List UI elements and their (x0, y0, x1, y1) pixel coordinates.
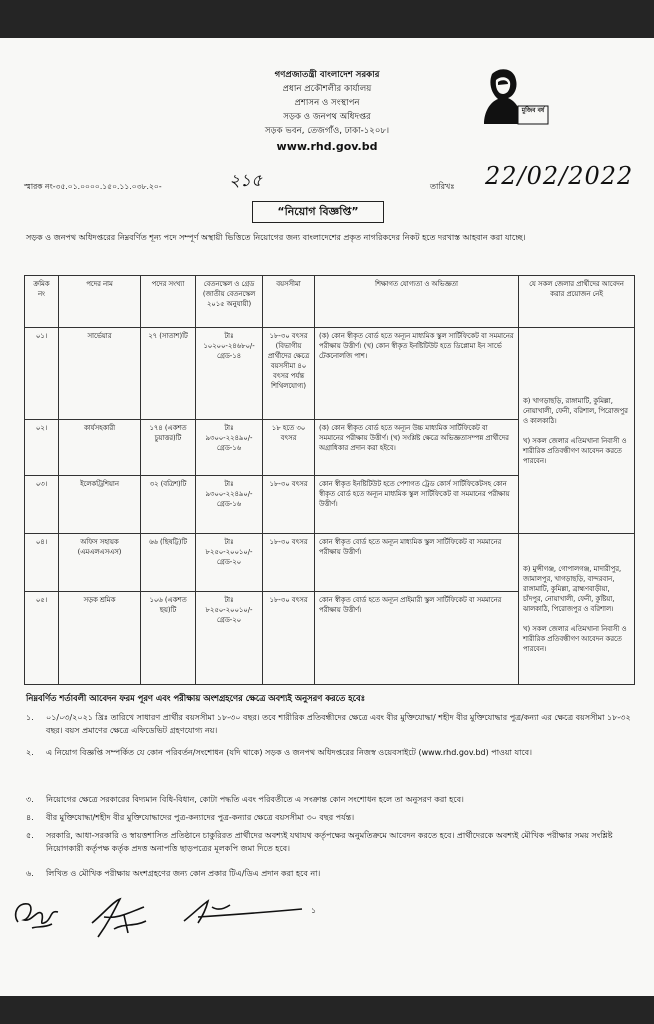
condition-item (26, 746, 636, 759)
row-count: ৩২ (বত্রিশ)টি (141, 476, 196, 534)
memo-handwritten-number: ২১৫ (229, 171, 263, 191)
row-serial: ০৪। (25, 534, 59, 592)
row-scale: টাঃ ৯৩০০-২২৪৯০/- গ্রেড-১৬ (196, 420, 263, 476)
header-department: প্রশাসন ও সংস্থাপন (294, 98, 360, 108)
row-age: ১৮-৩০ বৎসর (263, 592, 315, 685)
condition-number: ৬. (26, 869, 34, 878)
row-qualification: (ক) কোন স্বীকৃত বোর্ড হতে অন্যূন মাধ্যমিক স্কুল সার্টিফিকেট বা সমমানের পরীক্ষায় উত্তীর্ণ। (খ) কোন স্বীকৃত ইনষ্টিটিউট হতে ডিপ্লোমা ইন সার্ভে টেকনোলজি পাশ। (315, 328, 519, 420)
row-post: সার্ভেয়ার (59, 328, 141, 420)
row-qualification: কোন স্বীকৃত ইনষ্টিটিউট হতে পেশাগত ট্রেড কোর্স সার্টিফিকেটসহ কোন স্বীকৃত বোর্ড হতে অন্যূন মাধ্যমিক স্কুল সার্টিফিকেট বা সমমানের পরীক্ষায় উত্তীর্ণ। (315, 476, 519, 534)
condition-number: ৫. (26, 831, 34, 840)
row-age: ১৮-৩০ বৎসর (263, 534, 315, 592)
condition-text: লিখিত ও মৌখিক পরীক্ষায় অংশগ্রহণের জন্য কোন প্রকার টিএ/ডিএ প্রদান করা হবে না। (46, 869, 321, 878)
memo-number: স্মারক নং-৩৫.০১.০০০০.১৫০.১১.০৩৮.২০- (24, 182, 162, 191)
header-directorate: সড়ক ও জনপথ অধিদপ্তর (283, 112, 371, 122)
condition-number: ১. (26, 713, 34, 722)
header-address: সড়ক ভবন, তেজগাঁও, ঢাকা-১২০৮। (264, 126, 390, 136)
vacancy-table (24, 275, 635, 685)
row-count: ১৭৪ (একশত চুয়াত্তর)টি (141, 420, 196, 476)
condition-text: এ নিয়োগ বিজ্ঞপ্তি সম্পর্কিত যে কোন পরিবর্তন/সংশোধন (যদি থাকে) সড়ক ও জনপথ অধিদপ্তরের নিজস্ব ওয়েবসাইটে (www.rhd.gov.bd) পাওয়া যাবে। (46, 748, 532, 757)
row-post: ইলেকট্রিশিয়ান (59, 476, 141, 534)
row-qualification: কোন স্বীকৃত বোর্ড হতে অন্যূন প্রাইমারী স্কুল সার্টিফিকেট বা সমমানের পরীক্ষায় উত্তীর্ণ। (315, 592, 519, 685)
condition-item (26, 711, 636, 737)
logo-caption: মুজিব বর্ষ (521, 107, 545, 114)
condition-text: ০১/০৩/২০২১ খ্রিঃ তারিখে সাধারণ প্রার্থীর বয়সসীমা ১৮-৩০ বছর। তবে শারীরিক প্রতিবন্ধীদের ক্ষেত্রে এবং বীর মুক্তিযোদ্ধা/ শহীদ বীর মুক্তিযোদ্ধার পুত্র/কন্যা এর ক্ষেত্রে বয়সসীমা ১৮-৩২ বছর। বয়স প্রমাণের ক্ষেত্রে এফিডেভিট গ্রহণযোগ্য নয়। (46, 713, 631, 735)
header-website: www.rhd.gov.bd (276, 140, 378, 153)
district-group-1-ka: ক) খাগড়াছড়ি, রাঙ্গামাটি, কুমিল্লা, নোয়াখালী, ফেনী, বরিশাল, পিরোজপুর ও কালকাঠি। (523, 396, 628, 425)
th-age: বয়সসীমা (263, 276, 315, 328)
row-age: ১৮-৩০ বৎসর (263, 476, 315, 534)
row-scale: টাঃ ৮২৫০-২০০১০/- গ্রেড-২০ (196, 592, 263, 685)
mujib-borsho-logo (478, 66, 550, 126)
district-exemption-group-2 (519, 534, 635, 685)
notice-title: “নিয়োগ বিজ্ঞপ্তি” (252, 201, 384, 223)
row-post: সড়ক শ্রমিক (59, 592, 141, 685)
th-qualification: শিক্ষাগত যোগ্যতা ও অভিজ্ঞতা (315, 276, 519, 328)
condition-number: ৪. (26, 813, 34, 822)
signature-3 (178, 895, 308, 931)
th-scale: বেতনস্কেল ও গ্রেড (জাতীয় বেতনস্কেল ২০১৫ অনুযায়ী) (196, 276, 263, 328)
th-serial: ক্রমিক নং (25, 276, 59, 328)
row-scale: টাঃ ৮২৫০-২০০১০/- গ্রেড-২০ (196, 534, 263, 592)
condition-text: নিয়োগের ক্ষেত্রে সরকারের বিদ্যমান বিধি-বিধান, কোটা পদ্ধতি এবং পরিবর্তীতে এ সংক্রান্ত কোন সংশোধন হলে তা অনুসরণ করা হবে। (46, 795, 464, 804)
condition-number: ৩. (26, 795, 34, 804)
row-scale: টাঃ ৯৩০০-২২৪৯০/- গ্রেড-১৬ (196, 476, 263, 534)
signature-2 (84, 893, 154, 943)
condition-item (26, 829, 636, 855)
condition-item (26, 867, 636, 880)
condition-number: ২. (26, 748, 34, 757)
header-office: প্রধান প্রকৌশলীর কার্যালয় (282, 84, 372, 94)
table-row (25, 328, 635, 420)
district-group-1-kha: খ) সকল জেলার এতিমখানা নিবাসী ও শারীরিক প্রতিবন্ধীগণ আবেদন করতে পারবেন। (523, 436, 627, 465)
date-handwritten: 22/02/2022 (485, 162, 634, 190)
row-post: কার্যসহকারী (59, 420, 141, 476)
table-header-row (25, 276, 635, 328)
condition-text: বীর মুক্তিযোদ্ধা/শহীদ বীর মুক্তিযোদ্ধাদের পুত্র-কন্যাদের পুত্র-কন্যার ক্ষেত্রে বয়সসীমা ৩০ বছর পর্যন্ত। (46, 813, 355, 822)
district-group-2-ka: ক) মুন্সীগঞ্জ, গোপালগঞ্জ, মাদারীপুর, জামালপুর, খাগড়াছড়ি, বান্দরবান, রাঙ্গামাটি, কুমিল্লা, ব্রাহ্মণবাড়ীয়া, চাঁদপুর, নোয়াখালী, ফেনী, কুষ্টিয়া, ঝালকাঠি, পিরোজপুর ও বরিশাল। (523, 565, 622, 613)
row-qualification: কোন স্বীকৃত বোর্ড হতে অন্যূন মাধ্যমিক স্কুল সার্টিফিকেট বা সমমানের পরীক্ষায় উত্তীর্ণ। (315, 534, 519, 592)
portrait-logo-icon (478, 66, 550, 126)
row-serial: ০২। (25, 420, 59, 476)
top-dark-margin (0, 0, 654, 38)
row-serial: ০৩। (25, 476, 59, 534)
row-count: ১০৬ (একশত ছয়)টি (141, 592, 196, 685)
intro-paragraph: সড়ক ও জনপথ অধিদপ্তরের নিম্নবর্ণিত শূন্য পদে সম্পূর্ণ অস্থায়ী ভিত্তিতে নিয়োগের জন্য বাংলাদেশের প্রকৃত নাগরিকদের নিকট হতে দরখাস্ত আহবান করা যাচ্ছে। (26, 233, 526, 242)
condition-item (26, 811, 636, 824)
conditions-title: নিম্নবর্ণিত শর্তাবলী আবেদন ফরম পূরণ এবং পরীক্ষায় অংশগ্রহণের ক্ষেত্রে অবশ্যই অনুসরণ করতে হবেঃ (26, 693, 366, 703)
header-government: গণপ্রজাতন্ত্রী বাংলাদেশ সরকার (274, 70, 380, 80)
row-post: অফিস সহায়ক (এমএলএসএস) (59, 534, 141, 592)
bottom-dark-margin (0, 996, 654, 1024)
th-district: যে সকল জেলার প্রার্থীদের আবেদন করার প্রয়োজন নেই (519, 276, 635, 328)
condition-text: সরকারি, আধা-সরকারি ও স্বায়ত্তশাসিত প্রতিষ্ঠানে চাকুরিরত প্রার্থীদের অবশ্যই যথাযথ কর্তৃপক্ষের অনুমতিক্রমে আবেদন করতে হবে। প্রার্থীদেরকে অবশ্যই মৌখিক পরীক্ষার সময় সংশ্লিষ্ট নিয়োগকারী কর্তৃপক্ষ কর্তৃক প্রদত্ত অনাপত্তি ছাড়পত্রের মূলকপি জমা দিতে হবে। (46, 831, 613, 853)
district-exemption-group-1 (519, 328, 635, 534)
row-count: ৬৬ (ছিষট্টি)টি (141, 534, 196, 592)
th-post: পদের নাম (59, 276, 141, 328)
signature-1 (8, 888, 68, 940)
page-number: ১ (311, 906, 317, 915)
district-group-2-kha: খ) সকল জেলার এতিমখানা নিবাসী ও শারীরিক প্রতিবন্ধীগণ আবেদন করতে পারবেন। (523, 625, 627, 653)
date-label: তারিখঃ (430, 182, 455, 191)
row-scale: টাঃ ১০২০০-২৪৬৮০/- গ্রেড-১৪ (196, 328, 263, 420)
row-age: ১৮ হতে ৩০ বৎসর (263, 420, 315, 476)
row-count: ২৭ (সাতাশ)টি (141, 328, 196, 420)
th-count: পদের সংখ্যা (141, 276, 196, 328)
table-row (25, 534, 635, 592)
row-age: ১৮-৩০ বৎসর (বিভাগীয় প্রার্থীদের ক্ষেত্রে বয়সসীমা ৪০ বৎসর পর্যন্ত শিথিলযোগ্য) (263, 328, 315, 420)
row-serial: ০৫। (25, 592, 59, 685)
row-qualification: (ক) কোন স্বীকৃত বোর্ড হতে অন্যূন উচ্চ মাধ্যমিক সার্টিফিকেট বা সমমানের পরীক্ষায় উত্তীর্ণ। (খ) সংশ্লিষ্ট ক্ষেত্রে অভিজ্ঞতাসম্পন্ন প্রার্থীদের অগ্রাধিকার প্রদান করা হইবে। (315, 420, 519, 476)
row-serial: ০১। (25, 328, 59, 420)
condition-item (26, 793, 636, 806)
